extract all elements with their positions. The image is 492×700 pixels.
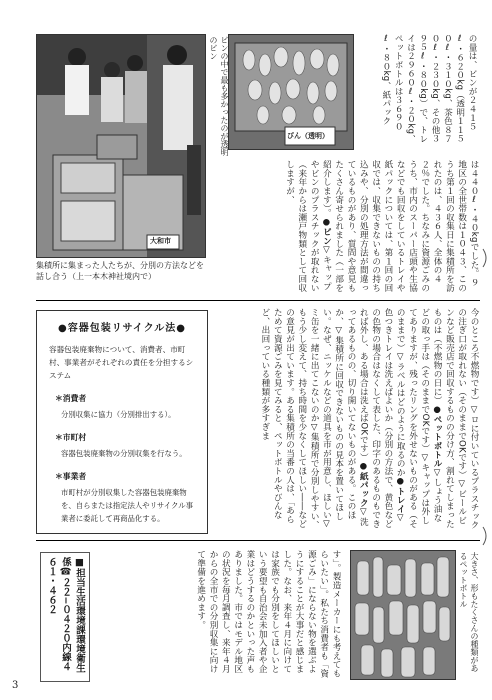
body-line: 事だと感じました。なお、来 (281, 550, 305, 674)
body-line: 全市での分別収集に向けて準 (195, 550, 219, 674)
section-heading-bottle: ●ビン (321, 217, 332, 246)
body-line: ▽洗ってあるものの、切り開いてないものがある。 (346, 308, 369, 527)
city-sign-text: 大和市 (150, 237, 171, 245)
body-line: なくして表した、印字のあ (370, 369, 381, 476)
body-line: 別の処理方法が間違っている (346, 160, 369, 292)
body-line: ある集積所の当番の人は、「あらためて資源ごみを見てみると、ペットボトルやびんなど、出回っている種類が多すぎま (259, 308, 295, 524)
pet-bottles-illustration (351, 551, 455, 679)
contact-phone: ☎２２−０４２０ (60, 566, 71, 643)
body-line: ０ℓ・２０kg、ペットボトルは (393, 34, 416, 144)
body-line: け方、割れてしまったものは (432, 308, 455, 529)
article-body-bottom (150, 550, 342, 680)
body-line: このほか、▽集積所に回収できないものの見本を置いてほしい。なぜ、ニッケルなどの (321, 308, 357, 521)
contact-extension: 内線４６１・４６２ (46, 557, 71, 671)
body-line: ったリングを外せないものが (407, 378, 418, 493)
body-line: ３０kg、その他３９５ℓ・８ (417, 34, 441, 144)
bottle-bin-photo (228, 34, 354, 150)
page-edge-mark (482, 248, 490, 268)
role-consumer-head: ＊消費者 (55, 394, 87, 403)
body-line: ▽集積所で分別しやすい、もう少し (296, 308, 320, 530)
body-line: 市内のスーパー店頭や生協な (395, 160, 418, 293)
article-body-top-right (362, 34, 478, 146)
section-divider (36, 540, 480, 541)
body-line: どでも回収をしているトレイや紙パックについては、 (382, 160, 406, 293)
body-line: 者も「資源ごみ」にならない (306, 550, 329, 678)
role-municipality-head: ＊市町村 (55, 433, 87, 442)
contact-dept: 生活環境課環境衛生係 (60, 557, 85, 673)
body-line: 年４月に向けては家族でも分別 (269, 550, 292, 674)
body-line: ▽色つきトレイは洗えばよいか（分別の方法で、黄色などの色物の場合は (370, 308, 406, 528)
body-line: するのかといった声もありま (232, 550, 255, 674)
body-line: ３１０kg、茶色８７０ℓ・２ (430, 34, 453, 144)
body-line: ▽しょう油などの取っ手は (419, 308, 443, 523)
page-number: 3 (12, 680, 19, 691)
body-line: ップは外してありますが、残 (407, 308, 430, 525)
role-municipality-text: 容器包装廃棄物の分別収集を行なう。 (61, 449, 187, 458)
body-line: ミ缶を一緒に出てこないのか (309, 308, 320, 423)
section-heading-tray: ●トレイ (395, 476, 406, 514)
body-line: ３６９０ℓ・８０kg、紙パック (380, 34, 404, 131)
body-line: るものもできれば外し、ある場合は (358, 308, 381, 529)
body-line: くさん寄せられました（一部 (333, 168, 344, 284)
body-line: した。 (232, 576, 243, 603)
body-line: ６２０kg（透明１１５０ℓ・ (442, 34, 465, 144)
role-business-text: 市町村が分別収集した容器包装廃棄物を、自らまたは指定法人やリサイクル事業者に委託して再商品化する。 (61, 488, 193, 523)
recycling-law-title: ●容器包装リサイクル法● (57, 323, 187, 334)
body-line: ０kg）で、トレイは２９６ (405, 34, 428, 144)
article-body-upper (218, 160, 480, 294)
collection-site-photo (36, 34, 206, 258)
recycling-law-box (36, 310, 208, 534)
body-line: 販売店で回収するものの分 (444, 334, 455, 441)
body-line: ６人、全体の４２％でした。 (419, 160, 443, 284)
photo2-caption: ビンの中で最も多かったのが透明のビン (209, 36, 229, 156)
section-divider (36, 300, 480, 301)
body-line: に集積所を訪れたのは、４３ (432, 160, 455, 293)
body-line: ものがあり、質問や意見もた (333, 160, 357, 293)
body-line: ▽キャップやビンのプラスチックが取れない（来年からは瀬 (296, 160, 332, 292)
body-line: 自治会未加入者や企業はどう (244, 550, 268, 674)
body-line: 変えて、持ち時間を少なくしてほしい――などの意見が出ています。 (284, 308, 307, 528)
page-edge-mark (482, 526, 490, 546)
article-body-middle (218, 308, 480, 530)
body-line: 戸物類として回収しますが、 (284, 160, 307, 293)
role-consumer-text: 分別収集に協力（分別排出する）。 (61, 410, 176, 419)
role-business-head: ＊事業者 (55, 472, 87, 481)
photo3-caption: 大きさ、形もたくさんの種類があるペットボトル (459, 552, 479, 672)
body-line: を紹介します）。 (321, 160, 344, 293)
body-line: ９地区の全世帯数は１０４ (456, 160, 479, 287)
body-line: （不燃物の日に） (432, 334, 443, 405)
pet-bottles-photo (350, 550, 456, 680)
body-line: 道具を市が用意し、ほしい▽ (321, 413, 332, 530)
body-line: をしてほしいという要望も (257, 550, 280, 674)
contact-label: ■担当 (74, 557, 85, 587)
body-line: ３、このうち第１回の収集日 (444, 160, 467, 293)
photo1-caption: 集積所に集まった人たちが、分別の方法などを話し合う（上一本木神社境内で） (36, 261, 204, 281)
body-line: す」。製造メーカーにも考えてもらいたい」。私たち消費 (318, 550, 341, 678)
body-line: きないものの持ち込みや、分 (358, 160, 381, 293)
body-line: 毎月調査し、来年４月からの (208, 550, 231, 674)
body-line: 第１回の回収では、収集で (370, 160, 393, 292)
collection-site-illustration (37, 35, 205, 257)
contact-box (40, 552, 90, 682)
bin-label: びん（透明） (287, 132, 329, 140)
body-line: 備を進めます。 (195, 567, 206, 630)
body-line: ちなみに資源ごみのうち、 (407, 160, 430, 293)
body-line: 今のところ不燃物です）▽ロに付いているプラスチックの (456, 308, 479, 530)
body-line: 注ぎ口が取れない（そのまま (456, 316, 467, 432)
body-line: 市ではモデル地区の状況を (220, 550, 243, 674)
body-line: （そのままでOKです）▽キャ (419, 360, 430, 481)
body-line: の量は、ビンが２４１５ℓ・ (454, 34, 477, 131)
recycling-law-intro: 容器包装廃棄物について、消費者、市町村、事業者がそれぞれの責任を分担するシステム (49, 345, 194, 380)
body-line: ある（そのままで）▽ラベルはどのように取るのか (395, 308, 418, 529)
body-line: でOKです）▽ビールビンなど (444, 308, 467, 525)
section-heading-pet: ●ペットボトル (432, 404, 443, 468)
body-line: 物を選ぶようにすることが大 (294, 550, 317, 674)
body-line: は４４０ℓ・４０kgでした。 (469, 160, 479, 278)
section-heading-paper: ●紙パック (358, 461, 369, 508)
body-line: 洗えばOKです） (358, 396, 369, 462)
